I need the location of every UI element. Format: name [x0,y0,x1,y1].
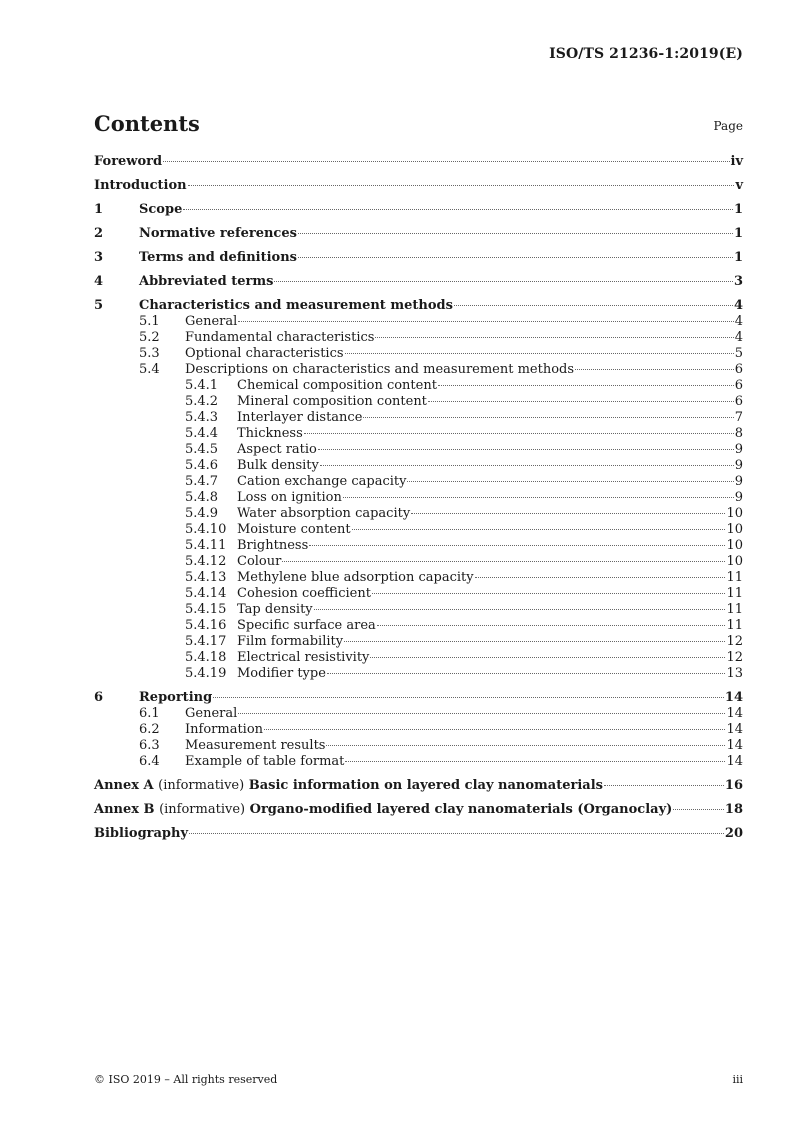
dot-leader [298,232,733,234]
toc-entry-title: Film formability [237,634,344,649]
toc-entry[interactable] [94,442,743,458]
toc-entry-title: Thickness [237,426,303,441]
toc-entry-page: 5 [734,346,743,361]
toc-entry-number: 6.1 [139,706,160,721]
annex-label: Annex A [94,778,154,793]
toc-entry-number: 5.4.8 [185,490,219,505]
toc-entry[interactable] [94,202,743,218]
dot-leader [282,560,725,562]
toc-entry[interactable] [94,722,743,738]
toc-entry-number: 5.4.1 [185,378,219,393]
toc-entry-page: 6 [734,378,743,393]
page-title: Contents [94,111,200,136]
toc-entry-title: Methylene blue adsorption capacity [237,570,474,585]
page-number: iii [732,1073,743,1086]
dot-leader [345,760,725,762]
toc-entry-page: 18 [724,802,743,817]
toc-entry[interactable] [94,362,743,378]
toc-entry-page: 1 [733,250,743,265]
toc-entry-number: 5.1 [139,314,160,329]
toc-entry[interactable] [94,346,743,362]
toc-entry-number: 5.4.6 [185,458,219,473]
dot-leader [183,208,733,210]
toc-entry[interactable] [94,314,743,330]
toc-entry[interactable] [94,394,743,410]
toc-entry[interactable] [94,298,743,314]
toc-entry-title: Optional characteristics [185,346,344,361]
toc-entry-page: 8 [734,426,743,441]
toc-entry[interactable] [94,274,743,290]
toc-entry-page: 4 [734,314,743,329]
toc-entry-number: 3 [94,250,104,265]
toc-entry-page: v [735,178,743,193]
toc-entry-number: 5.4.11 [185,538,227,553]
toc-entry[interactable] [94,826,743,842]
dot-leader [438,384,734,386]
annex-label: Annex B [94,802,155,817]
toc-entry[interactable] [94,474,743,490]
toc-entry-title: Aspect ratio [237,442,317,457]
toc-entry-number: 5.4.13 [185,570,227,585]
toc-entry-title: Introduction [94,178,187,193]
toc-entry[interactable] [94,506,743,522]
dot-leader [274,280,733,282]
toc-entry-title [94,802,672,818]
dot-leader [344,640,725,642]
toc-entry-number: 5.4.17 [185,634,227,649]
toc-entry-page: 14 [724,690,743,705]
toc-entry-number: 6 [94,690,104,705]
toc-entry[interactable] [94,650,743,666]
toc-entry-number: 1 [94,202,104,217]
toc-entry-title: Electrical resistivity [237,650,370,665]
toc-entry-number: 5.4.3 [185,410,219,425]
dot-leader [264,728,725,730]
toc-entry-page: 10 [726,538,743,553]
toc-entry-page: 9 [734,442,743,457]
toc-entry[interactable] [94,754,743,770]
toc-entry-number: 5.4.19 [185,666,227,681]
toc-entry-title: General [185,314,238,329]
dot-leader [604,784,724,786]
toc-entry-number: 5.4.9 [185,506,219,521]
toc-entry-page: 4 [734,330,743,345]
toc-entry-page: 13 [726,666,743,681]
dot-leader [411,512,725,514]
toc-entry-number: 5.4.4 [185,426,219,441]
dot-leader [309,544,725,546]
toc-entry-title: Characteristics and measurement methods [139,298,453,313]
toc-entry-page: 11 [726,570,743,585]
toc-entry-number: 5.4.10 [185,522,227,537]
toc-entry-number: 5.2 [139,330,160,345]
dot-leader [188,184,735,186]
toc-entry-title: Measurement results [185,738,326,753]
toc-entry-title: Foreword [94,154,163,169]
toc-entry-title: Interlayer distance [237,410,363,425]
table-of-contents [94,154,743,842]
toc-entry-title: Bibliography [94,826,189,841]
toc-entry-page: 10 [726,554,743,569]
toc-entry-number: 5.4.15 [185,602,227,617]
toc-entry[interactable] [94,778,743,794]
toc-entry-page: 3 [733,274,743,289]
toc-entry[interactable] [94,690,743,706]
annex-title: Organo-modified layered clay nanomaterials (Organoclay) [249,802,673,817]
toc-entry-page: 4 [733,298,743,313]
toc-entry[interactable] [94,618,743,634]
toc-entry-title: Terms and definitions [139,250,297,265]
page-column-label: Page [713,119,743,133]
toc-entry[interactable] [94,250,743,266]
dot-leader [318,448,734,450]
toc-entry[interactable] [94,706,743,722]
toc-entry-page: iv [730,154,743,169]
toc-entry-page: 6 [734,362,743,377]
dot-leader [428,400,734,402]
dot-leader [213,696,724,698]
toc-entry[interactable] [94,426,743,442]
toc-entry-number: 5.4.2 [185,394,219,409]
toc-entry-title: Normative references [139,226,297,241]
toc-entry[interactable] [94,738,743,754]
dot-leader [320,464,734,466]
toc-entry-number: 5.4.12 [185,554,227,569]
toc-entry-title: Abbreviated terms [139,274,274,289]
dot-leader [370,656,725,658]
dot-leader [375,336,733,338]
toc-entry[interactable] [94,666,743,682]
dot-leader [238,320,733,322]
toc-entry-page: 12 [726,650,743,665]
toc-entry[interactable] [94,226,743,242]
toc-entry-title: Descriptions on characteristics and measurement methods [185,362,575,377]
toc-entry-page: 11 [726,586,743,601]
annex-title: Basic information on layered clay nanomaterials [248,778,603,793]
annex-informative-tag: (informative) [159,802,246,817]
toc-entry-number: 5.4.5 [185,442,219,457]
toc-entry-title: Colour [237,554,282,569]
toc-entry-title: Tap density [237,602,313,617]
toc-entry-number: 4 [94,274,104,289]
toc-entry-title: Fundamental characteristics [185,330,375,345]
toc-entry-number: 5.3 [139,346,160,361]
toc-entry-page: 9 [734,458,743,473]
toc-entry[interactable] [94,586,743,602]
toc-entry-page: 20 [724,826,743,841]
toc-entry[interactable] [94,554,743,570]
toc-entry-page: 1 [733,202,743,217]
dot-leader [454,304,733,306]
dot-leader [304,432,734,434]
dot-leader [189,832,724,834]
toc-entry-title: Reporting [139,690,213,705]
toc-entry-page: 14 [726,738,743,753]
toc-entry-title: Example of table format [185,754,345,769]
dot-leader [352,528,726,530]
dot-leader [238,712,725,714]
toc-entry-page: 12 [726,634,743,649]
toc-entry-title [94,778,603,794]
dot-leader [163,160,729,162]
toc-entry-title: Brightness [237,538,309,553]
toc-entry[interactable] [94,602,743,618]
toc-entry-title: Moisture content [237,522,351,537]
toc-entry-number: 6.4 [139,754,160,769]
toc-entry-title: Loss on ignition [237,490,342,505]
toc-entry-number: 5.4.14 [185,586,227,601]
dot-leader [298,256,733,258]
toc-entry-title: Cohesion coefficient [237,586,371,601]
dot-leader [475,576,726,578]
toc-entry-number: 5.4 [139,362,160,377]
toc-entry[interactable] [94,634,743,650]
toc-entry-page: 10 [726,506,743,521]
toc-entry[interactable] [94,330,743,346]
dot-leader [407,480,733,482]
toc-entry-page: 9 [734,490,743,505]
toc-entry[interactable] [94,570,743,586]
toc-entry-title: Chemical composition content [237,378,437,393]
toc-entry-title: Scope [139,202,183,217]
copyright-notice: © ISO 2019 – All rights reserved [94,1073,278,1086]
dot-leader [372,592,726,594]
toc-entry[interactable] [94,458,743,474]
toc-entry[interactable] [94,802,743,818]
toc-entry-title: Modifier type [237,666,326,681]
document-id: ISO/TS 21236-1:2019(E) [549,46,743,62]
dot-leader [314,608,726,610]
toc-entry-number: 5.4.7 [185,474,219,489]
toc-entry[interactable] [94,410,743,426]
toc-entry-page: 1 [733,226,743,241]
toc-entry-number: 6.2 [139,722,160,737]
dot-leader [326,744,725,746]
dot-leader [377,624,726,626]
toc-entry-title: Bulk density [237,458,319,473]
dot-leader [345,352,734,354]
dot-leader [575,368,734,370]
toc-entry-page: 7 [734,410,743,425]
annex-informative-tag: (informative) [158,778,245,793]
toc-entry-title: General [185,706,238,721]
toc-entry-title: Specific surface area [237,618,376,633]
toc-entry-page: 9 [734,474,743,489]
toc-entry-page: 14 [726,706,743,721]
dot-leader [673,808,724,810]
toc-entry-number: 2 [94,226,104,241]
toc-entry-page: 14 [726,722,743,737]
toc-entry-page: 11 [726,602,743,617]
toc-entry-title: Mineral composition content [237,394,427,409]
dot-leader [343,496,734,498]
dot-leader [363,416,733,418]
toc-entry-page: 10 [726,522,743,537]
toc-entry[interactable] [94,522,743,538]
toc-entry-page: 11 [726,618,743,633]
toc-entry-title: Information [185,722,264,737]
toc-entry-page: 14 [726,754,743,769]
toc-entry[interactable] [94,490,743,506]
toc-entry[interactable] [94,378,743,394]
toc-entry[interactable] [94,178,743,194]
toc-entry-number: 5.4.16 [185,618,227,633]
toc-entry-number: 5 [94,298,104,313]
dot-leader [327,672,726,674]
toc-entry-number: 5.4.18 [185,650,227,665]
toc-entry-title: Cation exchange capacity [237,474,407,489]
toc-entry-title: Water absorption capacity [237,506,411,521]
toc-entry-number: 6.3 [139,738,160,753]
toc-entry-page: 6 [734,394,743,409]
toc-entry[interactable] [94,538,743,554]
toc-entry[interactable] [94,154,743,170]
toc-entry-page: 16 [724,778,743,793]
